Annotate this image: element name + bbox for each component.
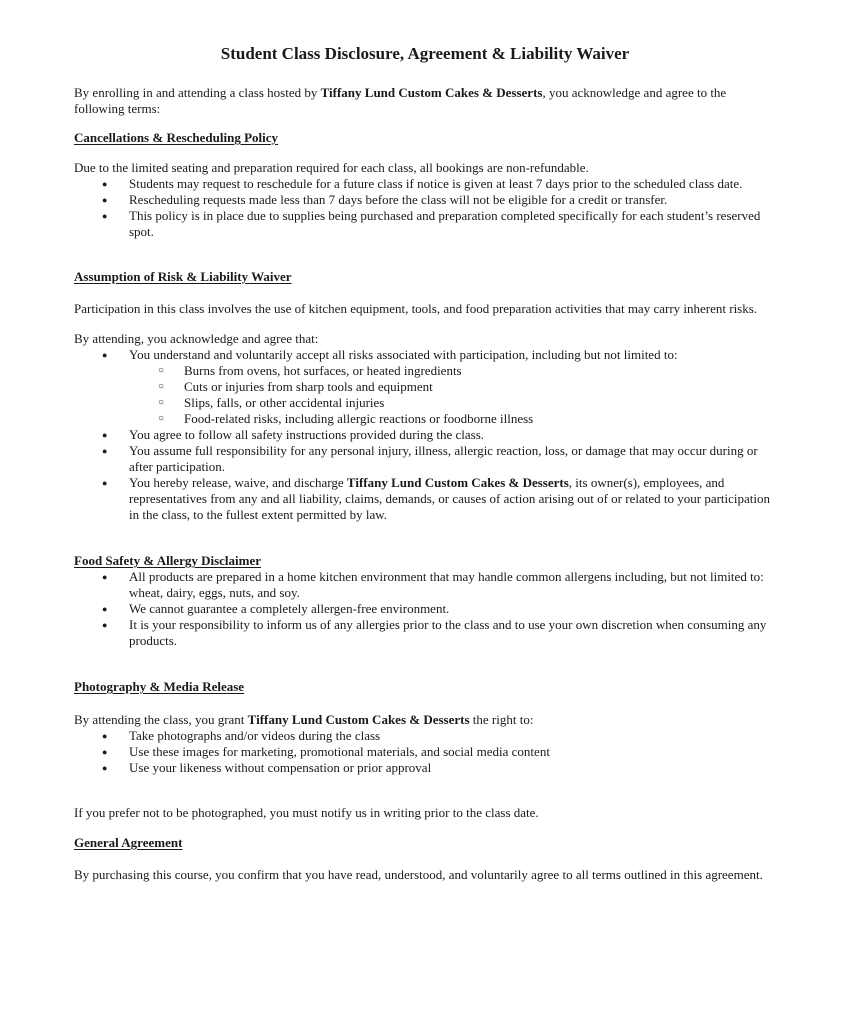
list-item: ● You assume full responsibility for any personal injury, illness, allergic reaction, loss, or damage that may occur during or after participation. (74, 443, 776, 475)
list-item (74, 475, 776, 523)
section-heading-risk: Assumption of Risk & Liability Waiver (74, 269, 292, 284)
cancellation-bullet-list (74, 176, 776, 240)
business-name: Tiffany Lund Custom Cakes & Desserts (320, 85, 543, 100)
sub-list-item: ○ Cuts or injuries from sharp tools and equipment (184, 379, 776, 395)
list-item: ● Take photographs and/or videos during the class (74, 728, 776, 744)
food-safety-bullet-list (74, 569, 776, 649)
sub-list-item: ○ Burns from ovens, hot surfaces, or heated ingredients (184, 363, 776, 379)
photo-text-before: By attending the class, you grant (74, 712, 248, 727)
sub-list-item: ○ Food-related risks, including allergic reactions or foodborne illness (184, 411, 776, 427)
cancellation-text: Due to the limited seating and preparation required for each class, all bookings are non-refundable. (74, 160, 589, 175)
list-item: ● Use your likeness without compensation or prior approval (74, 760, 776, 776)
photo-opt-out-text: If you prefer not to be photographed, you must notify us in writing prior to the class date. (74, 805, 539, 820)
photo-bullet-list (74, 728, 776, 776)
list-item: ● It is your responsibility to inform us of any allergies prior to the class and to use your own discretion when consuming any products. (74, 617, 776, 649)
list-item: ● You agree to follow all safety instructions provided during the class. (74, 427, 776, 443)
risk-bullet-4-after: , its owner(s), employees, and representatives from any and all liability, claims, demands, or causes of action arising out of or related to your participation in the class, to the fullest extent permitted by law. (129, 475, 771, 522)
section-heading-cancellations: Cancellations & Rescheduling Policy (74, 130, 279, 145)
list-item: ● This policy is in place due to supplies being purchased and preparation completed specifically for each student’s reserved spot. (74, 208, 776, 240)
list-item: ● All products are prepared in a home kitchen environment that may handle common allergens including, but not limited to: wheat, dairy, eggs, nuts, and soy. (74, 569, 776, 601)
general-text: By purchasing this course, you confirm that you have read, understood, and voluntarily agree to all terms outlined in this agreement. (74, 867, 763, 882)
section-heading-food-safety: Food Safety & Allergy Disclaimer (74, 553, 262, 568)
list-item: ● Use these images for marketing, promotional materials, and social media content (74, 744, 776, 760)
business-name: Tiffany Lund Custom Cakes & Desserts (247, 712, 470, 727)
photo-text (74, 712, 776, 728)
risk-bullet-1: You understand and voluntarily accept all risks associated with participation, including but not limited to: (129, 347, 678, 362)
risk-sub-bullet-list (129, 363, 776, 427)
section-heading-general: General Agreement (74, 835, 183, 850)
section-heading-photography: Photography & Media Release (74, 679, 245, 694)
list-item: ● We cannot guarantee a completely allergen-free environment. (74, 601, 776, 617)
sub-list-item: ○ Slips, falls, or other accidental injuries (184, 395, 776, 411)
photo-text-after: the right to: (469, 712, 534, 727)
intro-text-before: By enrolling in and attending a class hosted by (74, 85, 321, 100)
page-title: Student Class Disclosure, Agreement & Liability Waiver (220, 44, 630, 63)
risk-bullet-list (74, 347, 776, 523)
risk-text-2: By attending, you acknowledge and agree that: (74, 331, 319, 346)
risk-text-1: Participation in this class involves the use of kitchen equipment, tools, and food preparation activities that may carry inherent risks. (74, 301, 758, 316)
business-name: Tiffany Lund Custom Cakes & Desserts (346, 475, 569, 490)
list-item: ● Students may request to reschedule for a future class if notice is given at least 7 days prior to the scheduled class date. (74, 176, 776, 192)
intro-paragraph (74, 85, 776, 117)
risk-bullet-4-before: You hereby release, waive, and discharge (129, 475, 347, 490)
intro-text-after: , you acknowledge and agree to the following terms: (74, 85, 727, 116)
list-item: ● Rescheduling requests made less than 7 days before the class will not be eligible for a credit or transfer. (74, 192, 776, 208)
list-item (74, 347, 776, 427)
